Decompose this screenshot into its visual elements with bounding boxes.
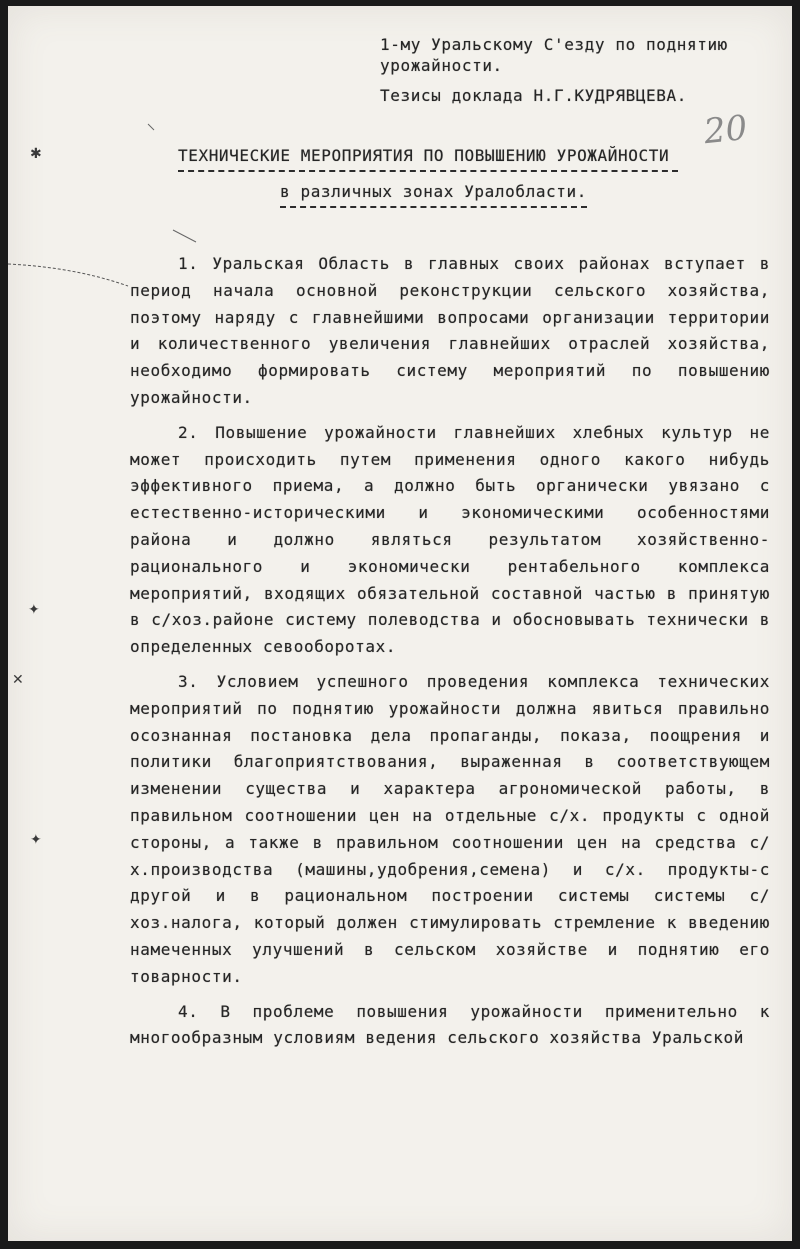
binding-mark: ✦: [28, 602, 40, 618]
abstract-author-line: Тезисы доклада Н.Г.КУДРЯВЦЕВА.: [380, 86, 687, 105]
binding-mark: ✦: [30, 832, 42, 848]
paragraph-2: 2. Повышение урожайности главнейших хлебных культур не может происходить путем применения одного какого нибудь эффективного приема, а должно быть органически увязано с естественно-историческими и экономическими особенностями района и должно являться результатом хозяйственно-рационального и экономически рентабельного комплекса мероприятий, входящих обязательной составной частью в принятую в с/хоз.районе систему полеводства и обосновывать технически в определенных севооборотах.: [130, 422, 770, 657]
binding-mark: ✱: [30, 146, 42, 162]
handwritten-page-number: 20: [702, 107, 750, 153]
document-title: ТЕХНИЧЕСКИЕ МЕРОПРИЯТИЯ ПО ПОВЫШЕНИЮ УРОЖАЙНОСТИ: [178, 146, 678, 172]
addressee-line: 1-му Уральскому С'езду по поднятию урожайности.: [380, 35, 728, 75]
paragraph-3: 3. Условием успешного проведения комплекса технических мероприятий по поднятию урожайности должна явиться правильно осознанная постановка дела пропаганды, показа, поощрения и политики благоприятствования, выраженная в соответствующем изменении существа и характера агрономической работы, в правильном соотношении цен на отдельные с/х. продукты с одной стороны, а также в правильном соотношении цен на средства с/х.производства (машины,удобрения,семена) и с/х. продукты-с другой и в рациональном построении системы системы с/хоз.налога, который должен стимулировать стремление к введению намеченных улучшений в сельском хозяйстве и поднятию его товарности.: [130, 671, 770, 986]
binding-mark: ✕: [12, 672, 24, 688]
document-page: [8, 6, 792, 1241]
paragraph-1: 1. Уральская Область в главных своих районах вступает в период начала основной реконструкции сельского хозяйства, поэтому наряду с главнейшими вопросами организации территории и количественного увеличения главнейших отраслей хозяйства, необходимо формировать систему мероприятий по повышению урожайности.: [130, 254, 770, 407]
paragraph-4: 4. В проблеме повышения урожайности применительно к многообразным условиям ведения сельского хозяйства Уральской: [130, 1001, 770, 1048]
document-body: [130, 251, 770, 1060]
document-subtitle: в различных зонах Уралобласти.: [280, 182, 587, 208]
